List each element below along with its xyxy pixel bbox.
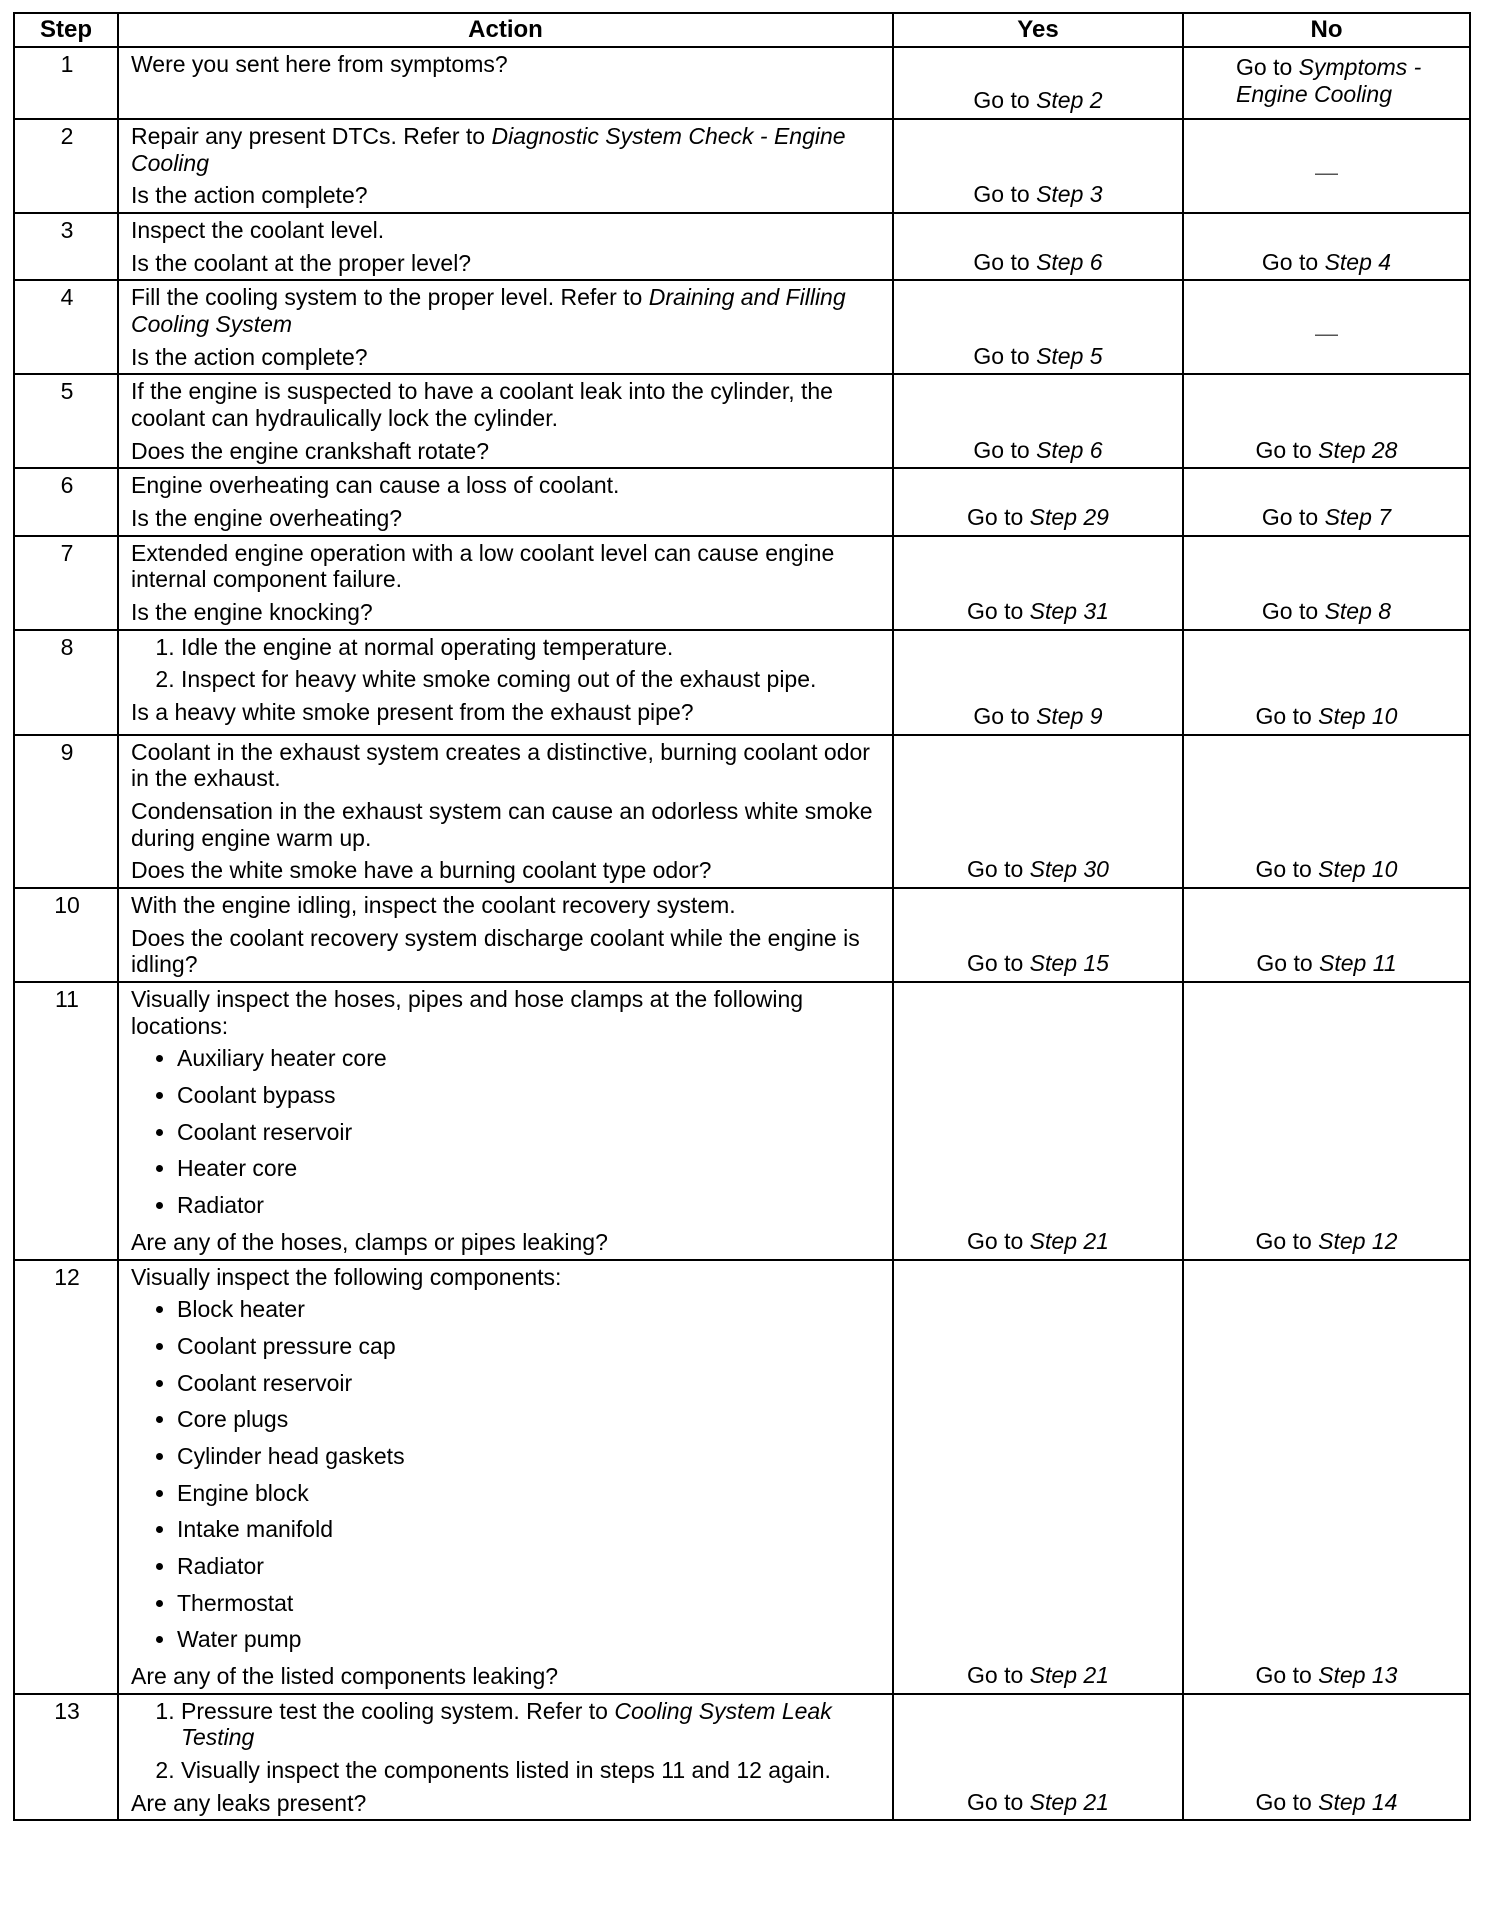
text-run: Visually inspect the following components: bbox=[131, 1263, 562, 1290]
yes-cell bbox=[893, 213, 1183, 280]
action-text bbox=[131, 798, 882, 851]
text-run: — bbox=[1315, 158, 1338, 185]
action-text bbox=[131, 284, 882, 337]
no-cell bbox=[1183, 119, 1470, 213]
action-text bbox=[131, 1790, 882, 1817]
no-result bbox=[1184, 437, 1469, 464]
text-run: Visually inspect the hoses, pipes and hose clamps at the following locations: bbox=[131, 986, 804, 1039]
text-run: Go to bbox=[973, 436, 1037, 463]
action-text bbox=[131, 857, 882, 884]
text-run: Is the coolant at the proper level? bbox=[131, 249, 472, 276]
text-run: Go to bbox=[967, 950, 1030, 977]
text-run: Go to bbox=[1255, 1661, 1319, 1688]
diagnostic-table bbox=[13, 12, 1471, 1821]
action-text bbox=[131, 51, 882, 78]
numbered-list bbox=[131, 634, 882, 693]
yes-result bbox=[894, 950, 1182, 977]
text-run: Go to bbox=[967, 504, 1030, 531]
step-number: 10 bbox=[14, 888, 118, 982]
bullet-item: • Auxiliary heater core bbox=[177, 1045, 882, 1072]
numbered-item bbox=[181, 666, 882, 693]
table-row bbox=[14, 1260, 1470, 1694]
reference-text: Step 5 bbox=[1036, 342, 1103, 369]
reference-text: Step 3 bbox=[1036, 181, 1103, 208]
action-text bbox=[131, 1229, 882, 1256]
text-run: Is the action complete? bbox=[131, 182, 368, 209]
reference-text: Step 10 bbox=[1318, 856, 1398, 883]
reference-text: Step 6 bbox=[1036, 436, 1103, 463]
table-row bbox=[14, 888, 1470, 982]
action-text bbox=[131, 699, 882, 726]
action-text bbox=[131, 472, 882, 499]
action-cell bbox=[118, 1694, 893, 1821]
yes-cell bbox=[893, 982, 1183, 1259]
action-cell bbox=[118, 280, 893, 374]
step-number: 5 bbox=[14, 374, 118, 468]
action-text bbox=[131, 182, 882, 209]
bullet-list bbox=[131, 1045, 882, 1218]
reference-text: Diagnostic System Check - Engine Cooling bbox=[131, 123, 846, 176]
text-run: Inspect for heavy white smoke coming out of the exhaust pipe. bbox=[181, 666, 817, 693]
no-cell bbox=[1183, 468, 1470, 535]
text-run: Is the action complete? bbox=[131, 343, 368, 370]
text-run: Go to bbox=[967, 1227, 1030, 1254]
text-run: With the engine idling, inspect the coolant recovery system. bbox=[131, 892, 736, 919]
yes-result bbox=[894, 87, 1182, 114]
action-cell bbox=[118, 1260, 893, 1694]
step-number: 8 bbox=[14, 630, 118, 735]
step-number: 6 bbox=[14, 468, 118, 535]
reference-text: Step 4 bbox=[1324, 248, 1392, 275]
reference-text: Step 14 bbox=[1318, 1788, 1398, 1815]
action-cell bbox=[118, 735, 893, 888]
step-number: 9 bbox=[14, 735, 118, 888]
text-run: Go to bbox=[973, 342, 1037, 369]
yes-cell bbox=[893, 374, 1183, 468]
step-number: 4 bbox=[14, 280, 118, 374]
text-run: Pressure test the cooling system. Refer to bbox=[181, 1697, 615, 1724]
text-run: Go to bbox=[1255, 436, 1319, 463]
action-cell bbox=[118, 213, 893, 280]
text-run: Go to bbox=[973, 248, 1037, 275]
yes-result bbox=[894, 343, 1182, 370]
reference-text: Step 21 bbox=[1029, 1788, 1109, 1815]
table-body bbox=[14, 47, 1470, 1820]
reference-text: Step 10 bbox=[1318, 703, 1398, 730]
numbered-item bbox=[181, 1757, 882, 1784]
text-run: Go to bbox=[1261, 248, 1325, 275]
reference-text: Step 9 bbox=[1036, 703, 1103, 730]
action-cell bbox=[118, 982, 893, 1259]
no-result bbox=[1184, 598, 1469, 625]
text-run: Does the engine crankshaft rotate? bbox=[131, 437, 490, 464]
text-run: Is the engine knocking? bbox=[131, 599, 373, 626]
bullet-item: • Heater core bbox=[177, 1155, 882, 1182]
text-run: Go to bbox=[1255, 1788, 1319, 1815]
reference-text: Draining and Filling Cooling System bbox=[131, 284, 846, 338]
bullet-item: • Intake manifold bbox=[177, 1516, 882, 1543]
numbered-item bbox=[181, 634, 882, 661]
no-result bbox=[1184, 703, 1469, 730]
no-result bbox=[1184, 856, 1469, 883]
text-run: Are any of the listed components leaking? bbox=[131, 1662, 559, 1689]
no-cell bbox=[1183, 47, 1470, 119]
bullet-item: • Cylinder head gaskets bbox=[177, 1443, 882, 1470]
step-number: 12 bbox=[14, 1260, 118, 1694]
reference-text: Step 12 bbox=[1318, 1227, 1398, 1254]
text-run: Go to bbox=[967, 1661, 1030, 1688]
header-step: Step bbox=[14, 13, 118, 47]
bullet-item: • Coolant reservoir bbox=[177, 1119, 882, 1146]
yes-result bbox=[894, 249, 1182, 276]
bullet-item: • Coolant pressure cap bbox=[177, 1333, 882, 1360]
action-text bbox=[131, 505, 882, 532]
text-run: Engine overheating can cause a loss of coolant. bbox=[131, 472, 620, 499]
header-action: Action bbox=[118, 13, 893, 47]
yes-result bbox=[894, 598, 1182, 625]
no-result bbox=[1184, 1662, 1469, 1689]
table-row bbox=[14, 1694, 1470, 1821]
no-cell bbox=[1183, 1694, 1470, 1821]
bullet-list bbox=[131, 1296, 882, 1653]
text-run: Inspect the coolant level. bbox=[131, 217, 385, 244]
yes-cell bbox=[893, 1694, 1183, 1821]
step-number: 13 bbox=[14, 1694, 118, 1821]
text-run: Go to bbox=[1255, 1227, 1319, 1254]
reference-text: Step 21 bbox=[1029, 1661, 1109, 1688]
table-row bbox=[14, 536, 1470, 630]
step-number: 1 bbox=[14, 47, 118, 119]
bullet-item: • Coolant reservoir bbox=[177, 1370, 882, 1397]
reference-text: Step 7 bbox=[1324, 504, 1392, 531]
numbered-item bbox=[181, 1698, 882, 1751]
yes-cell bbox=[893, 1260, 1183, 1694]
yes-cell bbox=[893, 119, 1183, 213]
text-run: Are any of the hoses, clamps or pipes leaking? bbox=[131, 1228, 608, 1255]
step-number: 2 bbox=[14, 119, 118, 213]
action-text bbox=[131, 217, 882, 244]
step-number: 7 bbox=[14, 536, 118, 630]
bullet-item: • Thermostat bbox=[177, 1590, 882, 1617]
text-run: Go to bbox=[1255, 703, 1319, 730]
action-text bbox=[131, 739, 882, 792]
no-result bbox=[1184, 249, 1469, 276]
no-result bbox=[1184, 1789, 1469, 1816]
yes-cell bbox=[893, 468, 1183, 535]
text-run: Repair any present DTCs. Refer to bbox=[131, 123, 492, 149]
step-number: 3 bbox=[14, 213, 118, 280]
yes-result bbox=[894, 1662, 1182, 1689]
action-text bbox=[131, 1663, 882, 1690]
action-cell bbox=[118, 468, 893, 535]
reference-text: Step 21 bbox=[1029, 1227, 1109, 1254]
yes-cell bbox=[893, 280, 1183, 374]
reference-text: Step 11 bbox=[1319, 950, 1397, 977]
no-cell bbox=[1183, 536, 1470, 630]
numbered-list bbox=[131, 1698, 882, 1784]
table-row bbox=[14, 119, 1470, 213]
table-row bbox=[14, 630, 1470, 735]
text-run: Go to bbox=[967, 598, 1030, 625]
action-text bbox=[131, 925, 882, 978]
action-cell bbox=[118, 119, 893, 213]
text-run: Go to bbox=[1236, 54, 1299, 80]
reference-text: Step 13 bbox=[1318, 1661, 1398, 1688]
no-cell bbox=[1183, 630, 1470, 735]
action-text bbox=[131, 599, 882, 626]
no-result-dash bbox=[1184, 159, 1469, 186]
table-row bbox=[14, 468, 1470, 535]
yes-result bbox=[894, 703, 1182, 730]
bullet-item: • Block heater bbox=[177, 1296, 882, 1323]
table-row bbox=[14, 47, 1470, 119]
text-run: Go to bbox=[1261, 598, 1325, 625]
reference-text: Symptoms - Engine Cooling bbox=[1236, 54, 1422, 107]
reference-text: Step 28 bbox=[1318, 436, 1398, 463]
bullet-item: • Core plugs bbox=[177, 1406, 882, 1433]
bullet-item: • Radiator bbox=[177, 1553, 882, 1580]
header-no: No bbox=[1183, 13, 1470, 47]
text-run: Go to bbox=[1256, 950, 1320, 977]
action-cell bbox=[118, 536, 893, 630]
no-result bbox=[1184, 950, 1469, 977]
reference-text: Cooling System Leak Testing bbox=[181, 1697, 832, 1751]
action-text bbox=[131, 344, 882, 371]
yes-result bbox=[894, 1228, 1182, 1255]
yes-result bbox=[894, 856, 1182, 883]
text-run: Does the white smoke have a burning coolant type odor? bbox=[131, 857, 712, 884]
text-run: Go to bbox=[1255, 856, 1319, 883]
no-cell bbox=[1183, 735, 1470, 888]
table-row bbox=[14, 213, 1470, 280]
text-run: Go to bbox=[967, 1788, 1030, 1815]
table-row bbox=[14, 982, 1470, 1259]
text-run: Go to bbox=[967, 856, 1030, 883]
yes-cell bbox=[893, 630, 1183, 735]
table-row bbox=[14, 374, 1470, 468]
no-result bbox=[1184, 1228, 1469, 1255]
text-run: Were you sent here from symptoms? bbox=[131, 51, 508, 77]
reference-text: Step 15 bbox=[1029, 950, 1109, 977]
yes-cell bbox=[893, 47, 1183, 119]
action-text bbox=[131, 438, 882, 465]
text-run: — bbox=[1315, 320, 1338, 346]
text-run: Go to bbox=[973, 703, 1037, 730]
text-run: Are any leaks present? bbox=[131, 1789, 367, 1816]
text-run: Visually inspect the components listed in steps 11 and 12 again. bbox=[181, 1756, 831, 1783]
text-run: Coolant in the exhaust system creates a distinctive, burning coolant odor in the exhaust. bbox=[131, 738, 870, 792]
text-run: Condensation in the exhaust system can cause an odorless white smoke during engine warm up. bbox=[131, 798, 873, 851]
reference-text: Step 31 bbox=[1029, 598, 1109, 625]
action-cell bbox=[118, 630, 893, 735]
reference-text: Step 2 bbox=[1036, 87, 1103, 114]
action-cell bbox=[118, 47, 893, 119]
action-text bbox=[131, 378, 882, 431]
reference-text: Step 30 bbox=[1029, 856, 1109, 883]
text-run: Is the engine overheating? bbox=[131, 505, 403, 532]
table-row bbox=[14, 280, 1470, 374]
no-cell bbox=[1183, 1260, 1470, 1694]
action-cell bbox=[118, 888, 893, 982]
no-cell bbox=[1183, 982, 1470, 1259]
action-text bbox=[131, 986, 882, 1039]
bullet-item: • Water pump bbox=[177, 1626, 882, 1653]
table-row bbox=[14, 735, 1470, 888]
text-run: Fill the cooling system to the proper level. Refer to bbox=[131, 284, 649, 311]
text-run: Go to bbox=[973, 181, 1037, 208]
yes-result bbox=[894, 437, 1182, 464]
no-cell bbox=[1183, 280, 1470, 374]
header-row bbox=[14, 13, 1470, 47]
text-run: If the engine is suspected to have a coolant leak into the cylinder, the coolant can hydraulically lock the cylinder. bbox=[131, 378, 833, 432]
text-run: Go to bbox=[973, 87, 1037, 114]
action-text bbox=[131, 1264, 882, 1291]
reference-text: Step 6 bbox=[1036, 248, 1103, 275]
yes-cell bbox=[893, 735, 1183, 888]
no-result bbox=[1196, 51, 1459, 107]
reference-text: Step 29 bbox=[1029, 504, 1109, 531]
text-run: Does the coolant recovery system discharge coolant while the engine is idling? bbox=[131, 924, 860, 978]
yes-cell bbox=[893, 536, 1183, 630]
no-cell bbox=[1183, 374, 1470, 468]
bullet-item: • Engine block bbox=[177, 1480, 882, 1507]
bullet-item: • Coolant bypass bbox=[177, 1082, 882, 1109]
action-cell bbox=[118, 374, 893, 468]
no-result bbox=[1184, 504, 1469, 531]
yes-cell bbox=[893, 888, 1183, 982]
no-result-dash bbox=[1184, 320, 1469, 347]
text-run: Go to bbox=[1261, 504, 1325, 531]
reference-text: Step 8 bbox=[1324, 598, 1392, 625]
yes-result bbox=[894, 504, 1182, 531]
bullet-item: • Radiator bbox=[177, 1192, 882, 1219]
no-cell bbox=[1183, 888, 1470, 982]
step-number: 11 bbox=[14, 982, 118, 1259]
action-text bbox=[131, 540, 882, 593]
action-text bbox=[131, 123, 882, 176]
text-run: Idle the engine at normal operating temperature. bbox=[181, 633, 674, 660]
action-text bbox=[131, 250, 882, 277]
header-yes: Yes bbox=[893, 13, 1183, 47]
yes-result bbox=[894, 1789, 1182, 1816]
action-text bbox=[131, 892, 882, 919]
text-run: Extended engine operation with a low coolant level can cause engine internal component failure. bbox=[131, 539, 835, 593]
no-cell bbox=[1183, 213, 1470, 280]
yes-result bbox=[894, 181, 1182, 208]
text-run: Is a heavy white smoke present from the exhaust pipe? bbox=[131, 699, 694, 726]
